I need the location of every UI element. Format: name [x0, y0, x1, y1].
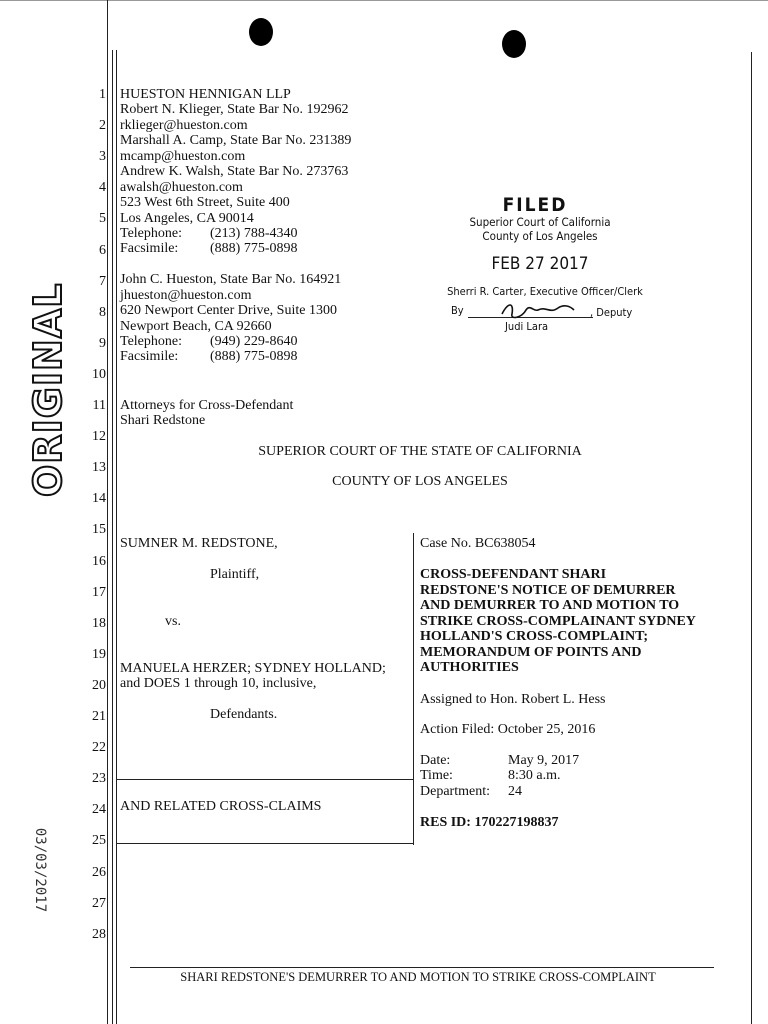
line-number: 17	[92, 584, 106, 600]
line-number: 25	[92, 833, 106, 849]
action-filed: Action Filed: October 25, 2016	[420, 722, 596, 737]
header-line: 620 Newport Center Drive, Suite 1300	[120, 303, 337, 318]
defendants-line-2: and DOES 1 through 10, inclusive,	[120, 676, 317, 691]
case-number: Case No. BC638054	[420, 536, 536, 551]
header-line: rklieger@hueston.com	[120, 117, 248, 133]
received-date-stamp: 03/03/2017	[32, 827, 48, 913]
line-number: 20	[92, 677, 106, 693]
line-number: 24	[92, 802, 106, 818]
document-title-line: HOLLAND'S CROSS-COMPLAINT;	[420, 629, 649, 644]
client-name: Shari Redstone	[120, 413, 206, 428]
defendants-role: Defendants.	[210, 707, 278, 722]
header-line: Robert N. Klieger, State Bar No. 192962	[120, 102, 349, 117]
line-number: 21	[92, 709, 106, 724]
hearing-date: May 9, 2017	[508, 753, 580, 768]
res-id: RES ID: 170227198837	[420, 815, 559, 830]
fax2-label: Facsimile:	[120, 349, 179, 364]
line-number: 13	[92, 460, 106, 476]
line-number: 6	[99, 242, 106, 258]
header-line: awalsh@hueston.com	[120, 179, 243, 195]
tel1-value: (213) 788-4340	[210, 226, 298, 241]
assigned-judge: Assigned to Hon. Robert L. Hess	[420, 692, 606, 707]
line-number: 9	[99, 335, 106, 351]
filed-stamp-by: By	[451, 304, 464, 317]
line-number: 2	[99, 118, 106, 134]
line-number: 19	[92, 646, 106, 662]
department: 24	[508, 784, 522, 799]
punch-hole-left	[249, 18, 273, 46]
left-margin-rule-3	[116, 50, 117, 1024]
header-line: Newport Beach, CA 92660	[120, 318, 272, 334]
filed-stamp-court: Superior Court of California	[469, 215, 611, 229]
line-number: 18	[92, 615, 106, 631]
tel1-label: Telephone:	[120, 226, 182, 241]
header-line: mcamp@hueston.com	[120, 148, 246, 164]
footer-caption: SHARI REDSTONE'S DEMURRER TO AND MOTION TO STRIKE CROSS-COMPLAINT	[180, 970, 656, 984]
tel2-value: (949) 229-8640	[210, 334, 298, 349]
firm-name: HUESTON HENNIGAN LLP	[120, 87, 291, 102]
line-number: 10	[92, 366, 106, 382]
hearing-time-label: Time:	[420, 768, 453, 783]
header-line: John C. Hueston, State Bar No. 164921	[120, 272, 342, 287]
line-number: 14	[92, 491, 106, 507]
document-title-line: AND DEMURRER TO AND MOTION TO	[420, 598, 680, 613]
line-number: 16	[92, 553, 106, 569]
fax1-label: Facsimile:	[120, 241, 179, 256]
header-line: Andrew K. Walsh, State Bar No. 273763	[120, 164, 349, 179]
document-title-line: AUTHORITIES	[420, 660, 519, 675]
filed-stamp-officer: Sherri R. Carter, Executive Officer/Clerk	[447, 285, 643, 298]
line-number: 1	[99, 87, 106, 102]
line-number: 26	[92, 864, 106, 880]
line-number: 11	[92, 398, 106, 413]
line-number: 28	[92, 926, 106, 942]
filed-stamp-date: FEB 27 2017	[491, 254, 589, 274]
left-margin-rule-2	[112, 50, 113, 1024]
punch-hole-right	[502, 30, 526, 58]
line-number: 12	[92, 429, 106, 445]
document-title-line: MEMORANDUM OF POINTS AND	[420, 644, 642, 660]
fax2-value: (888) 775-0898	[210, 349, 298, 364]
attorneys-for: Attorneys for Cross-Defendant	[120, 398, 294, 413]
left-margin-rule-1	[107, 0, 108, 1024]
caption-line-2	[117, 843, 413, 844]
header-line: Los Angeles, CA 90014	[120, 210, 254, 226]
top-edge-line	[0, 0, 768, 1]
right-margin-rule	[751, 52, 752, 1024]
line-number: 4	[99, 180, 106, 196]
header-line: Marshall A. Camp, State Bar No. 231389	[120, 133, 352, 148]
caption-line-1	[117, 779, 413, 780]
line-number: 15	[92, 522, 106, 538]
document-title-line: CROSS-DEFENDANT SHARI	[420, 567, 607, 582]
filed-stamp-deputy: , Deputy	[590, 306, 633, 319]
line-number: 5	[99, 211, 106, 227]
hearing-time: 8:30 a.m.	[508, 768, 561, 783]
versus: vs.	[165, 614, 181, 629]
footer-rule	[130, 967, 714, 968]
line-number: 7	[99, 273, 106, 289]
defendants-line-1: MANUELA HERZER; SYDNEY HOLLAND;	[120, 661, 386, 676]
original-stamp: ORIGINAL	[26, 282, 70, 497]
plaintiff-role: Plaintiff,	[210, 567, 260, 582]
document-title-line: REDSTONE'S NOTICE OF DEMURRER	[420, 582, 676, 598]
header-line: jhueston@hueston.com	[120, 287, 252, 303]
tel2-label: Telephone:	[120, 334, 182, 349]
line-number: 3	[99, 149, 106, 165]
document-title-line: STRIKE CROSS-COMPLAINANT SYDNEY	[420, 613, 696, 629]
filed-stamp-title: FILED	[502, 194, 568, 216]
line-number: 8	[99, 304, 106, 320]
filed-stamp-county: County of Los Angeles	[482, 229, 598, 243]
court-name: SUPERIOR COURT OF THE STATE OF CALIFORNIA	[258, 444, 582, 459]
caption-divider	[413, 533, 414, 845]
fax1-value: (888) 775-0898	[210, 241, 298, 256]
line-number: 23	[92, 771, 106, 787]
header-line: 523 West 6th Street, Suite 400	[120, 195, 290, 210]
deputy-signature	[498, 300, 578, 322]
department-label: Department:	[420, 784, 490, 799]
related-cross-claims: AND RELATED CROSS-CLAIMS	[120, 799, 322, 814]
line-number: 27	[92, 895, 106, 911]
hearing-date-label: Date:	[420, 753, 451, 768]
line-number: 22	[92, 740, 106, 756]
plaintiff-name: SUMNER M. REDSTONE,	[120, 536, 278, 551]
filed-stamp-deputy-name: Judi Lara	[505, 320, 549, 333]
court-county: COUNTY OF LOS ANGELES	[332, 474, 508, 489]
